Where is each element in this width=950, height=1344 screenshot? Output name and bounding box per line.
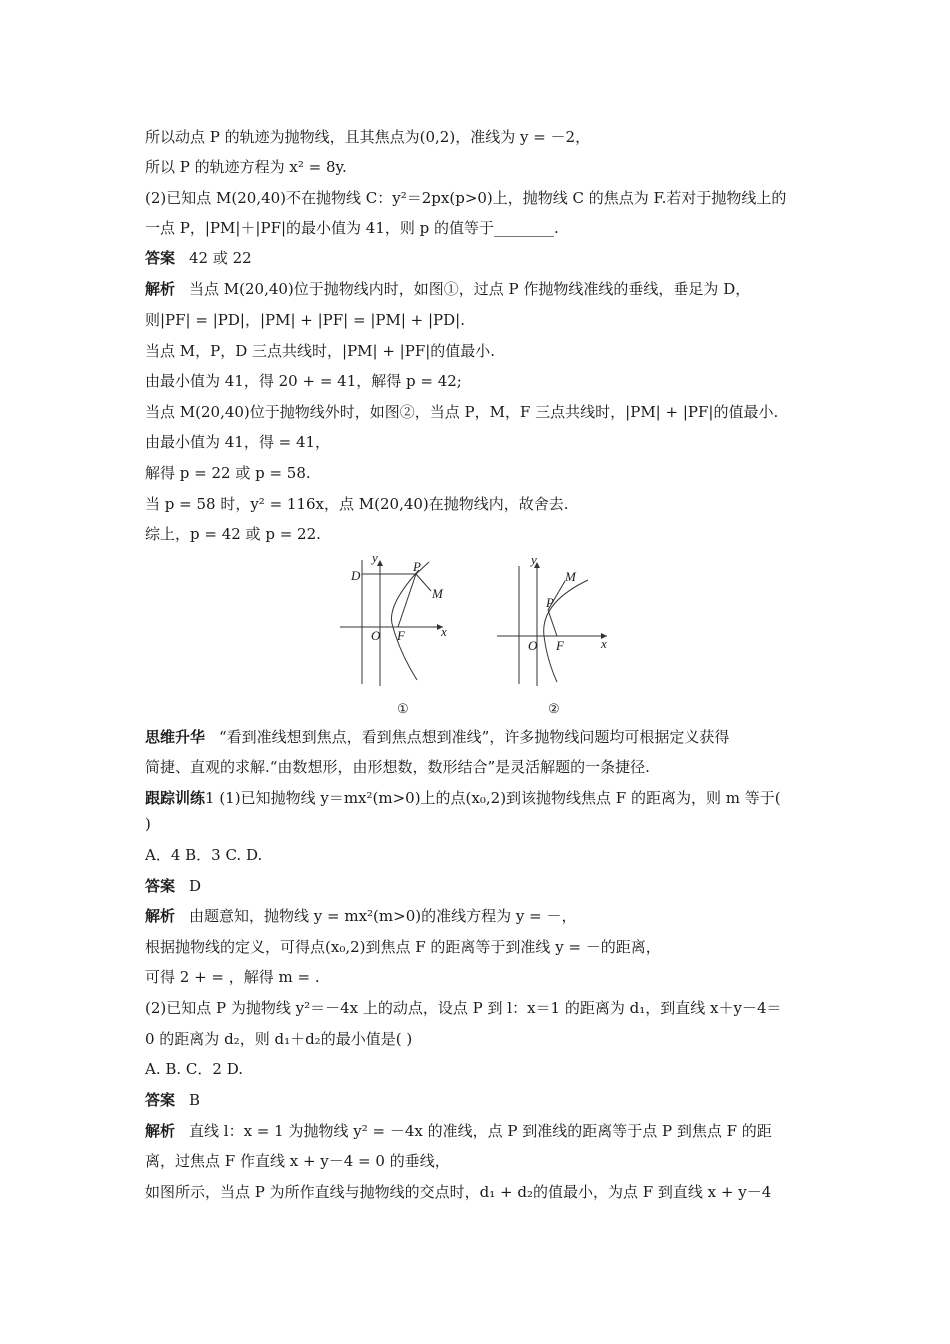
figure-caption: ① [397,701,409,716]
parabola-figures [335,548,635,723]
text-line: 所以动点 P 的轨迹为抛物线，且其焦点为(0,2)，准线为 y = －2， [145,128,591,146]
exercise-line: 跟踪训练1 (1)已知抛物线 y＝mx²(m>0)上的点(x₀,2)到该抛物线焦点 F 的距离为，则 m 等于( [145,789,781,807]
question-line: (2)已知点 P 为抛物线 y²＝－4x 上的动点，设点 P 到 l：x＝1 的距离为 d₁，到直线 x＋y－4＝ [145,999,782,1017]
analysis-line: 解析 直线 l：x = 1 为抛物线 y² = －4x 的准线，点 P 到准线的距离等于点 P 到焦点 F 的距 [145,1122,772,1140]
text-line: 由最小值为 41，得 20 + = 41，解得 p = 42; [145,372,462,390]
parabola [391,570,419,680]
point-M-label: M [432,586,443,601]
point-P-label: P [413,559,421,574]
analysis-label: 解析 [145,907,176,925]
x-label: x [601,636,607,651]
question-line: 0 的距离为 d₂，则 d₁＋d₂的最小值是( ) [145,1030,413,1048]
answer-line: 答案 42 或 22 [145,249,252,267]
analysis-line: 解析 由题意知，抛物线 y = mx²(m>0)的准线方程为 y = －， [145,907,577,925]
text-line: 简捷、直观的求解.“由数想形，由形想数，数形结合”是灵活解题的一条捷径. [145,758,650,776]
analysis-label: 解析 [145,1122,176,1140]
point-D-label: D [351,568,361,583]
text-line: 如图所示，当点 P 为所作直线与抛物线的交点时，d₁ + d₂的值最小，为点 F 到直线 x + y－4 [145,1183,772,1201]
text-line: 由最小值为 41，得 = 41， [145,433,331,451]
text-line: ) [145,815,151,833]
x-label: x [441,624,447,639]
options-line: A. B. C．2 D. [145,1060,243,1078]
answer-label: 答案 [145,1091,176,1109]
text-line: 当点 M，P，D 三点共线时，|PM| + |PF|的值最小. [145,342,496,360]
summary-line: 思维升华 “看到准线想到焦点，看到焦点想到准线”，许多抛物线问题均可根据定义获得 [145,728,730,746]
text-line: 可得 2 + = ，解得 m = . [145,968,320,986]
y-label: y [531,552,537,567]
options-line: A．4 B．3 C. D. [145,846,263,864]
focus-label: F [556,638,564,653]
origin-label: O [528,638,538,653]
text-line: 当点 M(20,40)位于抛物线外时，如图②，当点 P，M，F 三点共线时，|PM| + |PF|的值最小. [145,403,779,421]
segment-PM [416,574,431,591]
focus-label: F [397,628,405,643]
y-arrow [377,560,383,566]
origin-label: O [371,628,381,643]
text-line: 则|PF| = |PD|，|PM| + |PF| = |PM| + |PD|. [145,311,465,329]
analysis-line: 解析 当点 M(20,40)位于抛物线内时，如图①，过点 P 作抛物线准线的垂线，垂足为 D， [145,280,751,298]
text-line: 根据抛物线的定义，可得点(x₀,2)到焦点 F 的距离等于到准线 y = －的距离， [145,938,661,956]
segment-PF [398,574,416,627]
question-line: 一点 P，|PM|＋|PF|的最小值为 41，则 p 的值等于________. [145,219,559,237]
text-line: 当 p = 58 时，y² = 116x，点 M(20,40)在抛物线内，故舍去. [145,495,569,513]
point-P-label: P [546,595,554,610]
analysis-label: 解析 [145,280,176,298]
text-line: 综上，p = 42 或 p = 22. [145,525,321,543]
figure-caption: ② [548,701,560,716]
answer-label: 答案 [145,249,176,267]
y-label: y [372,550,378,565]
summary-label: 思维升华 [145,728,206,746]
answer-label: 答案 [145,877,176,895]
answer-line: 答案 D [145,877,202,895]
text-line: 解得 p = 22 或 p = 58. [145,464,311,482]
segment-PF [548,610,557,636]
exercise-label: 跟踪训练 [145,789,206,807]
point-M-label: M [565,569,576,584]
question-line: (2)已知点 M(20,40)不在抛物线 C：y²＝2px(p>0)上，抛物线 C 的焦点为 F.若对于抛物线上的 [145,189,787,207]
answer-line: 答案 B [145,1091,201,1109]
text-line: 离，过焦点 F 作直线 x + y－4 = 0 的垂线， [145,1152,450,1170]
text-line: 所以 P 的轨迹方程为 x² = 8y. [145,158,347,176]
figure-2 [497,562,607,686]
